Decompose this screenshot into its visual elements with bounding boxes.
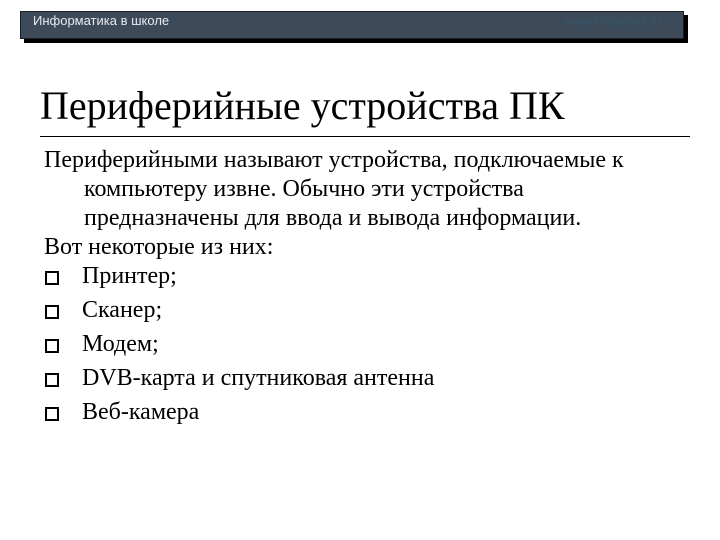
bullet-list	[44, 262, 684, 427]
title-divider	[40, 136, 690, 137]
bullet-label: Веб-камера	[82, 399, 200, 425]
square-bullet-icon	[45, 305, 59, 319]
lead-text: Вот некоторые из них:	[44, 234, 274, 260]
bullet-item	[44, 262, 684, 291]
bullet-label: Принтер;	[82, 263, 177, 289]
bullet-label: Модем;	[82, 331, 159, 357]
bullet-item	[44, 398, 684, 427]
square-bullet-icon	[45, 373, 59, 387]
square-bullet-icon	[45, 271, 59, 285]
header-site-link[interactable]: www.infoschool.ru	[564, 14, 661, 28]
square-bullet-icon	[45, 339, 59, 353]
header-bar	[20, 11, 684, 39]
bullet-item	[44, 330, 684, 359]
bullet-item	[44, 296, 684, 325]
square-bullet-icon	[45, 407, 59, 421]
slide-title: Периферийные устройства ПК	[40, 83, 565, 128]
bullet-label: DVB-карта и спутниковая антенна	[82, 365, 435, 391]
header-subject: Информатика в школе	[33, 13, 170, 28]
intro-paragraph: Периферийными называют устройства, подключаемые к компьютеру извне. Обычно эти устройства предназначены для ввода и вывода информации.	[44, 147, 624, 231]
bullet-item	[44, 364, 684, 393]
bullet-label: Сканер;	[82, 297, 163, 323]
slide-body	[44, 146, 684, 432]
